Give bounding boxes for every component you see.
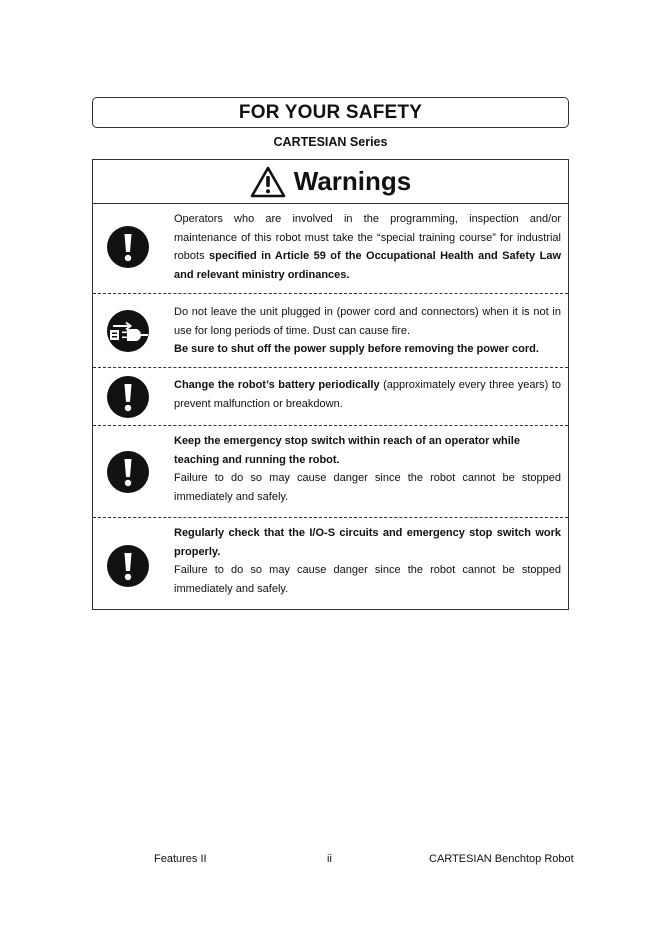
warning-text-bold: Regularly check that the I/O-S circuits and emergency stop switch work properly. (174, 527, 561, 558)
warning-row (93, 204, 568, 294)
mandatory-action-icon (106, 450, 150, 494)
warning-text-bold: specified in Article 59 of the Occupational Health and Safety Law and relevant ministry ordinances. (174, 250, 561, 282)
warning-text (174, 376, 561, 413)
warning-text (174, 432, 561, 507)
warnings-table (92, 159, 569, 610)
page-title (92, 97, 569, 128)
footer-right: CARTESIAN Benchtop Robot (429, 853, 574, 865)
warning-text-bold: Keep the emergency stop switch within reach of an operator while teaching and running the robot. (174, 435, 520, 466)
warning-text (174, 210, 561, 285)
warnings-header (93, 160, 568, 204)
mandatory-action-icon (106, 375, 150, 419)
warning-text-part: Operators who are involved in the programming, inspection and/or maintenance of this robot must take the “special training course” for industrial robots (174, 213, 561, 263)
warning-text-line: Failure to do so may cause danger since the robot cannot be stopped immediately and safely. (174, 472, 561, 504)
footer-left: Features II (154, 853, 207, 865)
unplug-power-icon (106, 309, 150, 353)
warning-text-bold: Be sure to shut off the power supply before removing the power cord. (174, 343, 539, 356)
warning-text-part: (approximately every three years) to prevent malfunction or breakdown. (174, 379, 561, 410)
warning-text-line: Failure to do so may cause danger since the robot cannot be stopped immediately and safely. (174, 564, 561, 596)
warning-text (174, 303, 561, 359)
warning-text-line: Do not leave the unit plugged in (power cord and connectors) when it is not in use for long periods of time. Dust can cause fire. (174, 306, 561, 337)
warning-row (93, 368, 568, 426)
footer-page-number: ii (327, 853, 332, 865)
mandatory-action-icon (106, 225, 150, 269)
mandatory-action-icon (106, 544, 150, 588)
warning-row (93, 294, 568, 368)
series-subtitle: CARTESIAN Series (273, 135, 388, 149)
warning-triangle-icon (250, 166, 286, 198)
warnings-heading: Warnings (293, 166, 412, 196)
warning-row (93, 426, 568, 518)
warning-text (174, 524, 561, 599)
page-title-text: FOR YOUR SAFETY (238, 101, 423, 123)
warning-text-bold: Change the robot’s battery periodically (174, 379, 380, 391)
warning-row (93, 518, 568, 609)
